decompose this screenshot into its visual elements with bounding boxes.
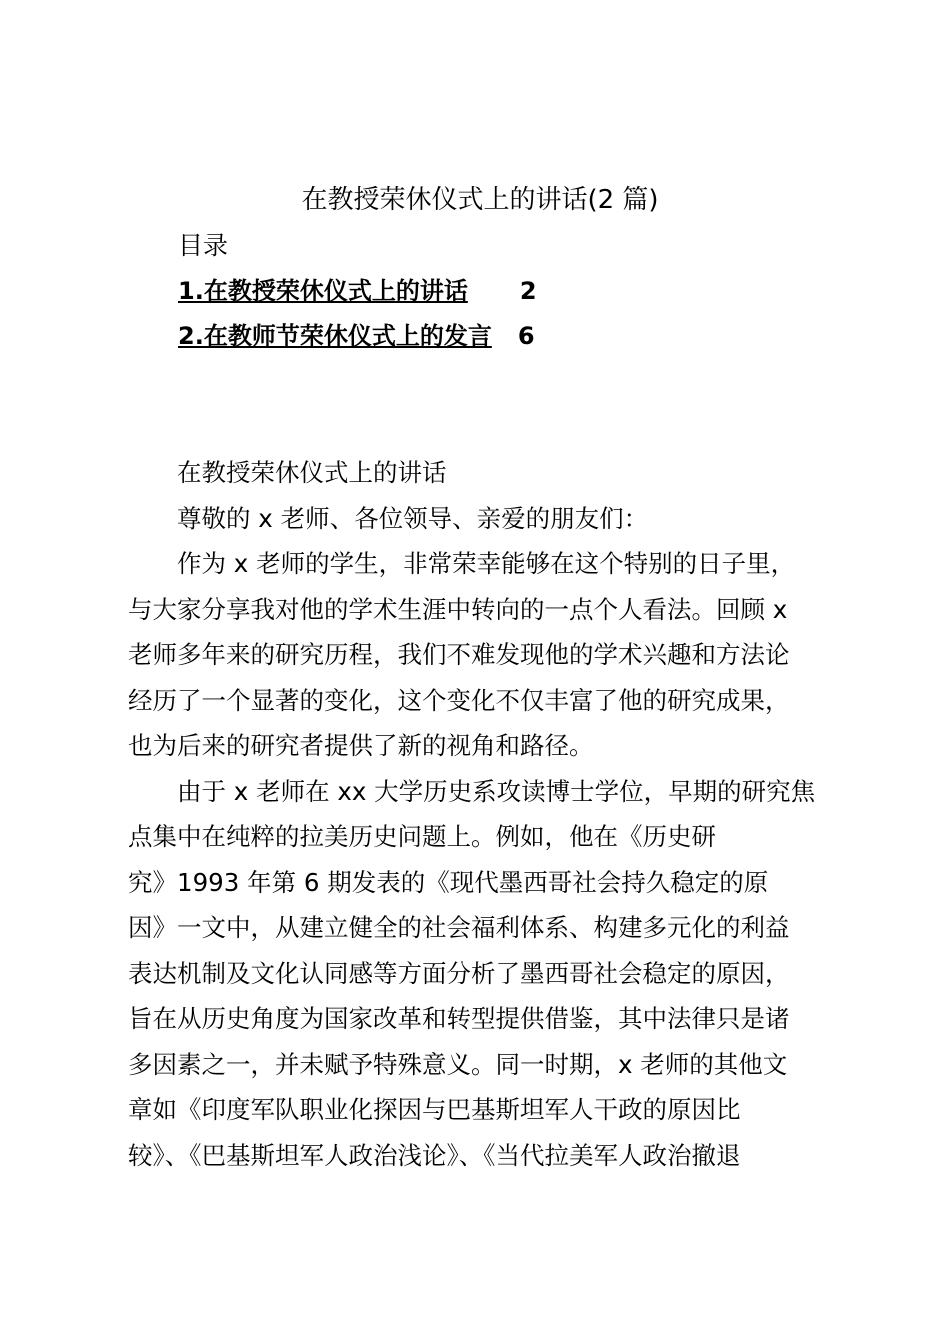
toc-entry-label: 1.在教授荣休仪式上的讲话 <box>178 277 468 305</box>
toc-entry-label: 2.在教师节荣休仪式上的发言 <box>178 322 492 350</box>
text-line: 与大家分享我对他的学术生涯中转向的一点个人看法。回顾 x <box>128 594 788 624</box>
toc-entry-2[interactable] <box>178 319 535 353</box>
toc-heading: 目录 <box>178 231 229 260</box>
salutation: 尊敬的 x 老师、各位领导、亲爱的朋友们： <box>177 503 649 533</box>
paragraph-2 <box>128 769 838 1179</box>
text-line: 较》、《巴基斯坦军人政治浅论》、《当代拉美军人政治撤退 <box>128 1140 741 1170</box>
text-line: 由于 x 老师在 xx 大学历史系攻读博士学位，早期的研究焦 <box>177 776 816 806</box>
text-line: 旨在从历史角度为国家改革和转型提供借鉴，其中法律只是诸 <box>128 1004 790 1033</box>
text-line: 因》一文中，从建立健全的社会福利体系、构建多元化的利益 <box>128 913 790 942</box>
text-line: 经历了一个显著的变化，这个变化不仅丰富了他的研究成果， <box>128 685 790 715</box>
text-line: 点集中在纯粹的拉美历史问题上。例如，他在《历史研 <box>128 822 716 851</box>
text-line: 也为后来的研究者提供了新的视角和路径。 <box>128 731 594 760</box>
text-line: 老师多年来的研究历程，我们不难发现他的学术兴趣和方法论 <box>128 640 790 669</box>
toc-entry-page: 6 <box>517 322 535 350</box>
paragraph-1 <box>128 541 838 769</box>
text-line: 究》1993 年第 6 期发表的《现代墨西哥社会持久稳定的原 <box>128 867 769 897</box>
toc-entry-1[interactable] <box>178 274 537 308</box>
toc-entry-page: 2 <box>519 277 537 305</box>
document-body <box>128 450 838 1178</box>
text-line: 章如《印度军队职业化探因与巴基斯坦军人干政的原因比 <box>128 1095 741 1124</box>
text-line: 多因素之一，并未赋予特殊意义。同一时期，x 老师的其他文 <box>128 1049 788 1079</box>
text-line: 作为 x 老师的学生，非常荣幸能够在这个特别的日子里， <box>177 549 796 578</box>
text-line: 表达机制及文化认同感等方面分析了墨西哥社会稳定的原因， <box>128 958 790 988</box>
section-title: 在教授荣休仪式上的讲话 <box>177 458 447 487</box>
document-title: 在教授荣休仪式上的讲话(2 篇) <box>301 185 659 215</box>
